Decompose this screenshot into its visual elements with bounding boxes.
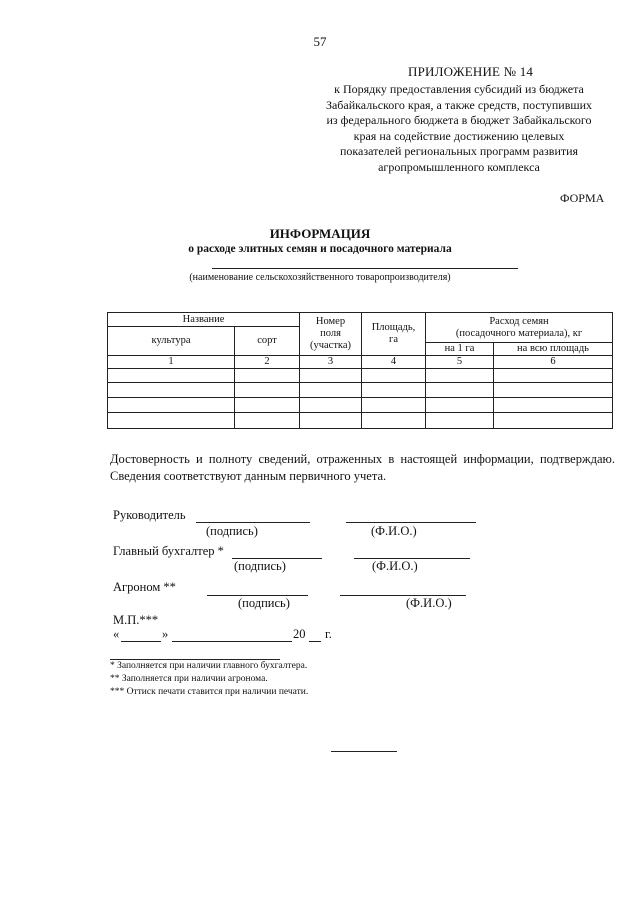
- reference-line: края на содействие достижению целевых: [353, 128, 565, 143]
- header-sort: сорт: [235, 327, 300, 356]
- table-row: [108, 413, 613, 429]
- document-subtitle: о расходе элитных семян и посадочного материала: [188, 243, 452, 255]
- head-fio-line[interactable]: [346, 522, 476, 523]
- document-title: ИНФОРМАЦИЯ: [269, 226, 371, 241]
- confirmation-text: [110, 451, 615, 485]
- table-cell[interactable]: [235, 413, 300, 429]
- table-cell[interactable]: [108, 398, 235, 413]
- date-year-line[interactable]: [309, 641, 321, 642]
- stamp-label: М.П.***: [113, 613, 159, 627]
- head-fio-caption: (Ф.И.О.): [371, 524, 417, 538]
- form-label: ФОРМА: [560, 191, 605, 205]
- header-field-number-line: Номер: [315, 316, 346, 327]
- seed-usage-table: [107, 312, 613, 429]
- confirmation-line: Сведения соответствуют данным первичного учета.: [110, 469, 387, 483]
- date-day-line[interactable]: [121, 641, 161, 642]
- table-cell[interactable]: [426, 398, 494, 413]
- reference-line: из федерального бюджета в бюджет Забайкальского: [326, 113, 592, 127]
- footnote: *** Оттиск печати ставится при наличии печати.: [110, 687, 309, 697]
- appendix-reference: [300, 82, 618, 175]
- table-cell[interactable]: [300, 398, 362, 413]
- table-cell[interactable]: [235, 398, 300, 413]
- date-year-suffix: г.: [325, 627, 332, 641]
- reference-line: агропромышленного комплекса: [378, 159, 540, 174]
- table-cell[interactable]: [108, 413, 235, 429]
- chief-accountant-signature-caption: (подпись): [234, 559, 286, 573]
- table-row: [108, 398, 613, 413]
- table-cell[interactable]: [300, 383, 362, 398]
- column-number: 2: [235, 356, 300, 369]
- producer-name-caption: (наименование сельскохозяйственного товаропроизводителя): [189, 272, 451, 283]
- producer-name-line[interactable]: [212, 268, 518, 269]
- table-cell[interactable]: [426, 383, 494, 398]
- table-row: [108, 383, 613, 398]
- page-number: 57: [313, 34, 327, 49]
- reference-line: Забайкальского края, а также средств, поступивших: [325, 97, 593, 112]
- table-cell[interactable]: [108, 383, 235, 398]
- head-label: Руководитель: [113, 508, 186, 522]
- table-cell[interactable]: [494, 369, 613, 383]
- date-month-line[interactable]: [172, 641, 292, 642]
- end-of-document-line: [331, 751, 397, 752]
- table-cell[interactable]: [362, 413, 426, 429]
- header-area-line: Площадь,: [371, 322, 416, 333]
- agronomist-signature-caption: (подпись): [238, 596, 290, 610]
- header-per-ha: на 1 га: [426, 343, 494, 356]
- header-field-number-line: (участка): [309, 340, 352, 351]
- date-open-quote: «: [113, 627, 120, 641]
- header-field-number-line: поля: [320, 328, 341, 339]
- agronomist-label: Агроном **: [113, 580, 176, 594]
- head-signature-caption: (подпись): [206, 524, 258, 538]
- chief-accountant-label: Главный бухгалтер *: [113, 544, 224, 558]
- header-seed-consumption: [426, 313, 613, 343]
- table-cell[interactable]: [494, 383, 613, 398]
- date-year-prefix: 20: [293, 627, 306, 641]
- column-number: 3: [300, 356, 362, 369]
- table-cell[interactable]: [300, 369, 362, 383]
- header-area-line: га: [389, 334, 398, 345]
- column-number: 5: [426, 356, 494, 369]
- footnote-divider: [110, 659, 280, 660]
- table-cell[interactable]: [362, 398, 426, 413]
- column-number: 6: [494, 356, 613, 369]
- column-number-row: [108, 356, 613, 369]
- appendix-title: ПРИЛОЖЕНИЕ № 14: [408, 64, 534, 79]
- footnote: ** Заполняется при наличии агронома.: [110, 674, 268, 684]
- table-cell[interactable]: [108, 369, 235, 383]
- header-total-area: на всю площадь: [494, 343, 613, 356]
- header-name: Название: [108, 313, 300, 327]
- table-cell[interactable]: [362, 383, 426, 398]
- table-cell[interactable]: [426, 369, 494, 383]
- head-signature-line[interactable]: [196, 522, 310, 523]
- column-number: 4: [362, 356, 426, 369]
- header-culture: культура: [108, 327, 235, 356]
- header-field-number: [300, 313, 362, 356]
- date-close-quote: »: [162, 627, 169, 641]
- table-cell[interactable]: [300, 413, 362, 429]
- reference-line: к Порядку предоставления субсидий из бюджета: [334, 82, 584, 96]
- column-number: 1: [108, 356, 235, 369]
- table-cell[interactable]: [426, 413, 494, 429]
- footnote: * Заполняется при наличии главного бухгалтера.: [110, 661, 308, 671]
- table-cell[interactable]: [362, 369, 426, 383]
- agronomist-fio-caption: (Ф.И.О.): [406, 596, 452, 610]
- header-area: [362, 313, 426, 356]
- table-cell[interactable]: [235, 369, 300, 383]
- reference-line: показателей региональных программ развития: [339, 144, 579, 158]
- confirmation-line: Достоверность и полноту сведений, отраженных в настоящей информации, подтверждаю.: [110, 452, 615, 466]
- table-cell[interactable]: [494, 398, 613, 413]
- table-row: [108, 369, 613, 383]
- table-cell[interactable]: [235, 383, 300, 398]
- header-seed-line: Расход семян: [489, 315, 549, 327]
- header-seed-line: (посадочного материала), кг: [455, 327, 583, 339]
- table-cell[interactable]: [494, 413, 613, 429]
- chief-accountant-fio-caption: (Ф.И.О.): [372, 559, 418, 573]
